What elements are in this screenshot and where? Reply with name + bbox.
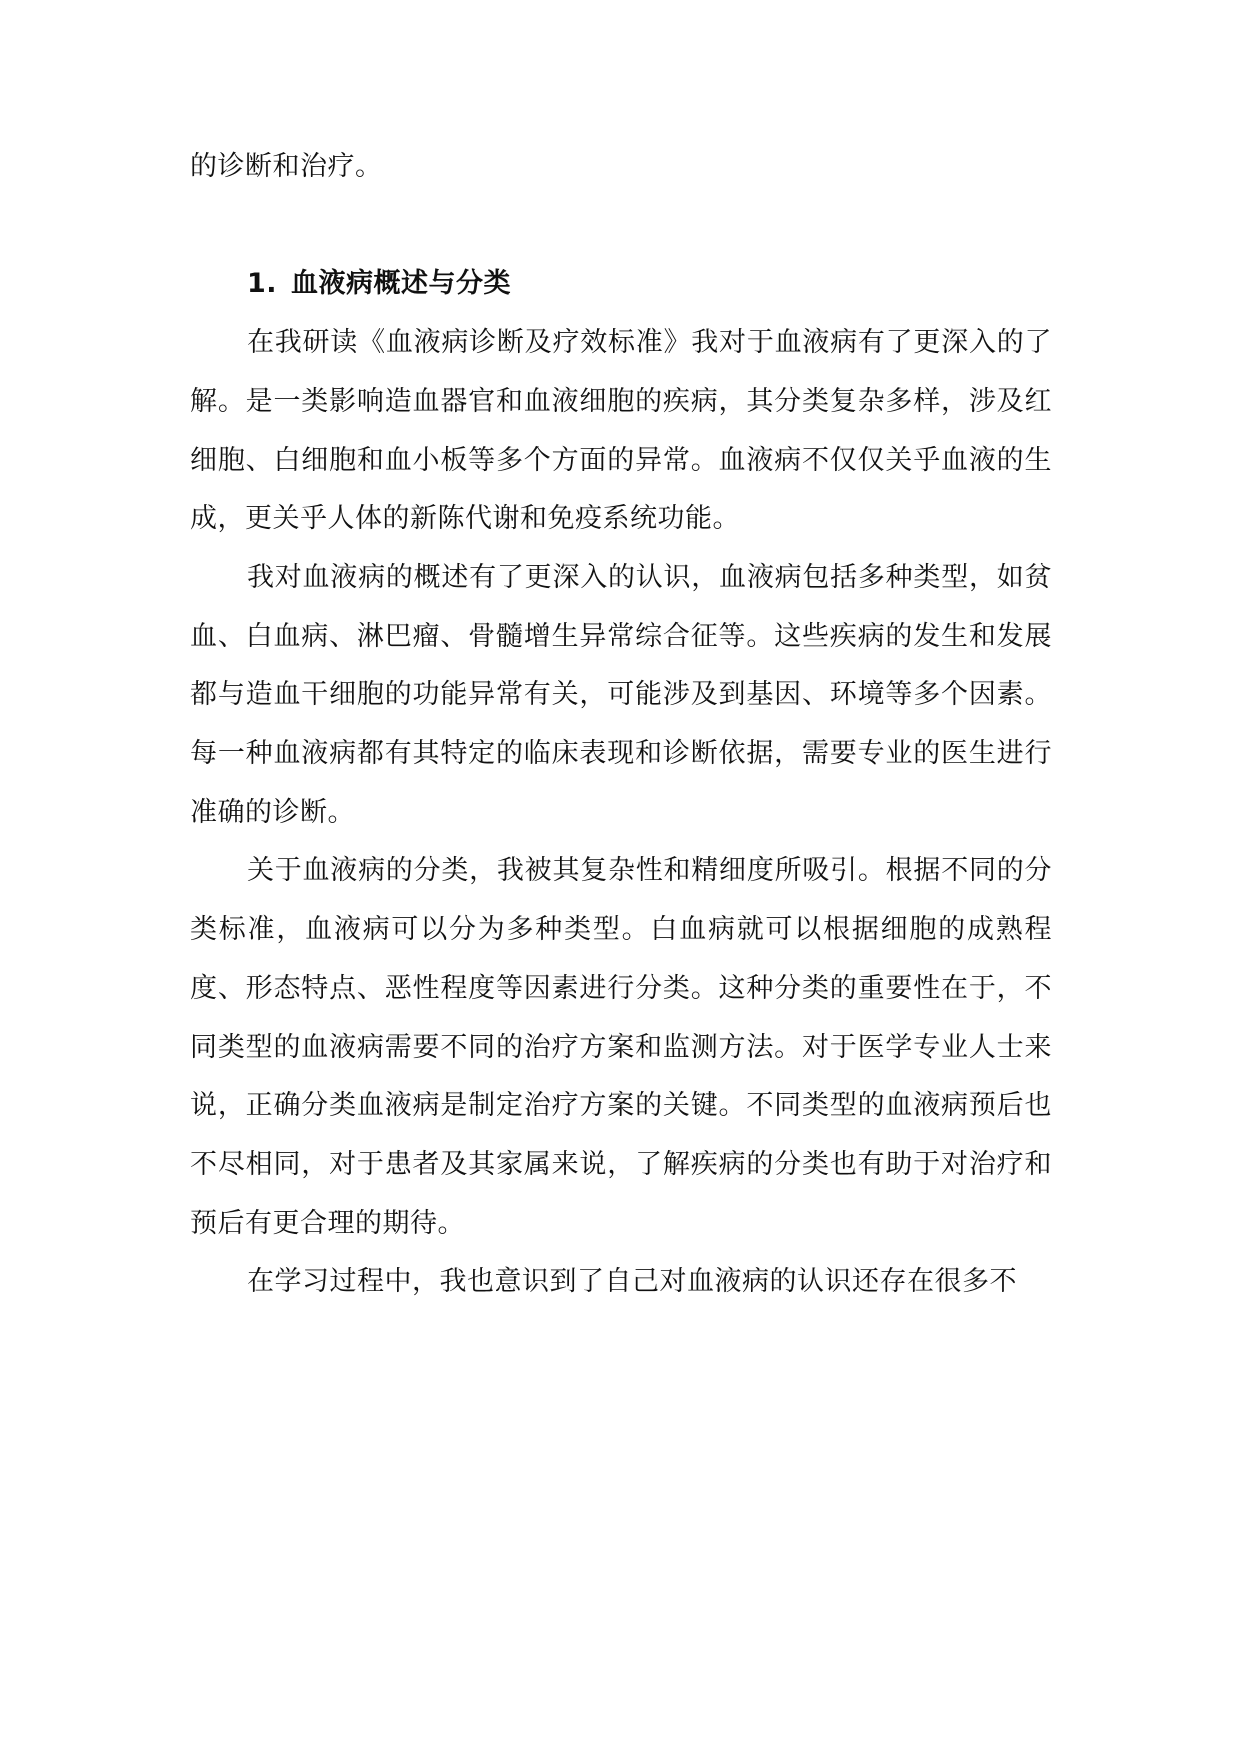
- paragraph-types: 我对血液病的概述有了更深入的认识，血液病包括多种类型，如贫血、白血病、淋巴瘤、骨髓增生异常综合征等。这些疾病的发生和发展都与造血干细胞的功能异常有关，可能涉及到基因、环境等多个因素。每一种血液病都有其特定的临床表现和诊断依据，需要专业的医生进行准确的诊断。: [190, 561, 1052, 828]
- section-number: 1.: [247, 268, 278, 300]
- section-heading: [190, 255, 1052, 314]
- section-title: 血液病概述与分类: [291, 268, 511, 300]
- paragraph-reflection: 在学习过程中，我也意识到了自己对血液病的认识还存在很多不: [247, 1266, 1017, 1298]
- paragraph-classification: 关于血液病的分类，我被其复杂性和精细度所吸引。根据不同的分类标准，血液病可以分为多种类型。白血病就可以根据细胞的成熟程度、形态特点、恶性程度等因素进行分类。这种分类的重要性在于，不同类型的血液病需要不同的治疗方案和监测方法。对于医学专业人士来说，正确分类血液病是制定治疗方案的关键。不同类型的血液病预后也不尽相同，对于患者及其家属来说，了解疾病的分类也有助于对治疗和预后有更合理的期待。: [190, 855, 1052, 1239]
- paragraph-overview: 在我研读《血液病诊断及疗效标准》我对于血液病有了更深入的了解。是一类影响造血器官和血液细胞的疾病，其分类复杂多样，涉及红细胞、白细胞和血小板等多个方面的异常。血液病不仅仅关乎血液的生成，更关乎人体的新陈代谢和免疫系统功能。: [190, 327, 1052, 535]
- paragraph-continuation: 的诊断和治疗。: [190, 151, 383, 182]
- document-body: [190, 138, 1052, 1312]
